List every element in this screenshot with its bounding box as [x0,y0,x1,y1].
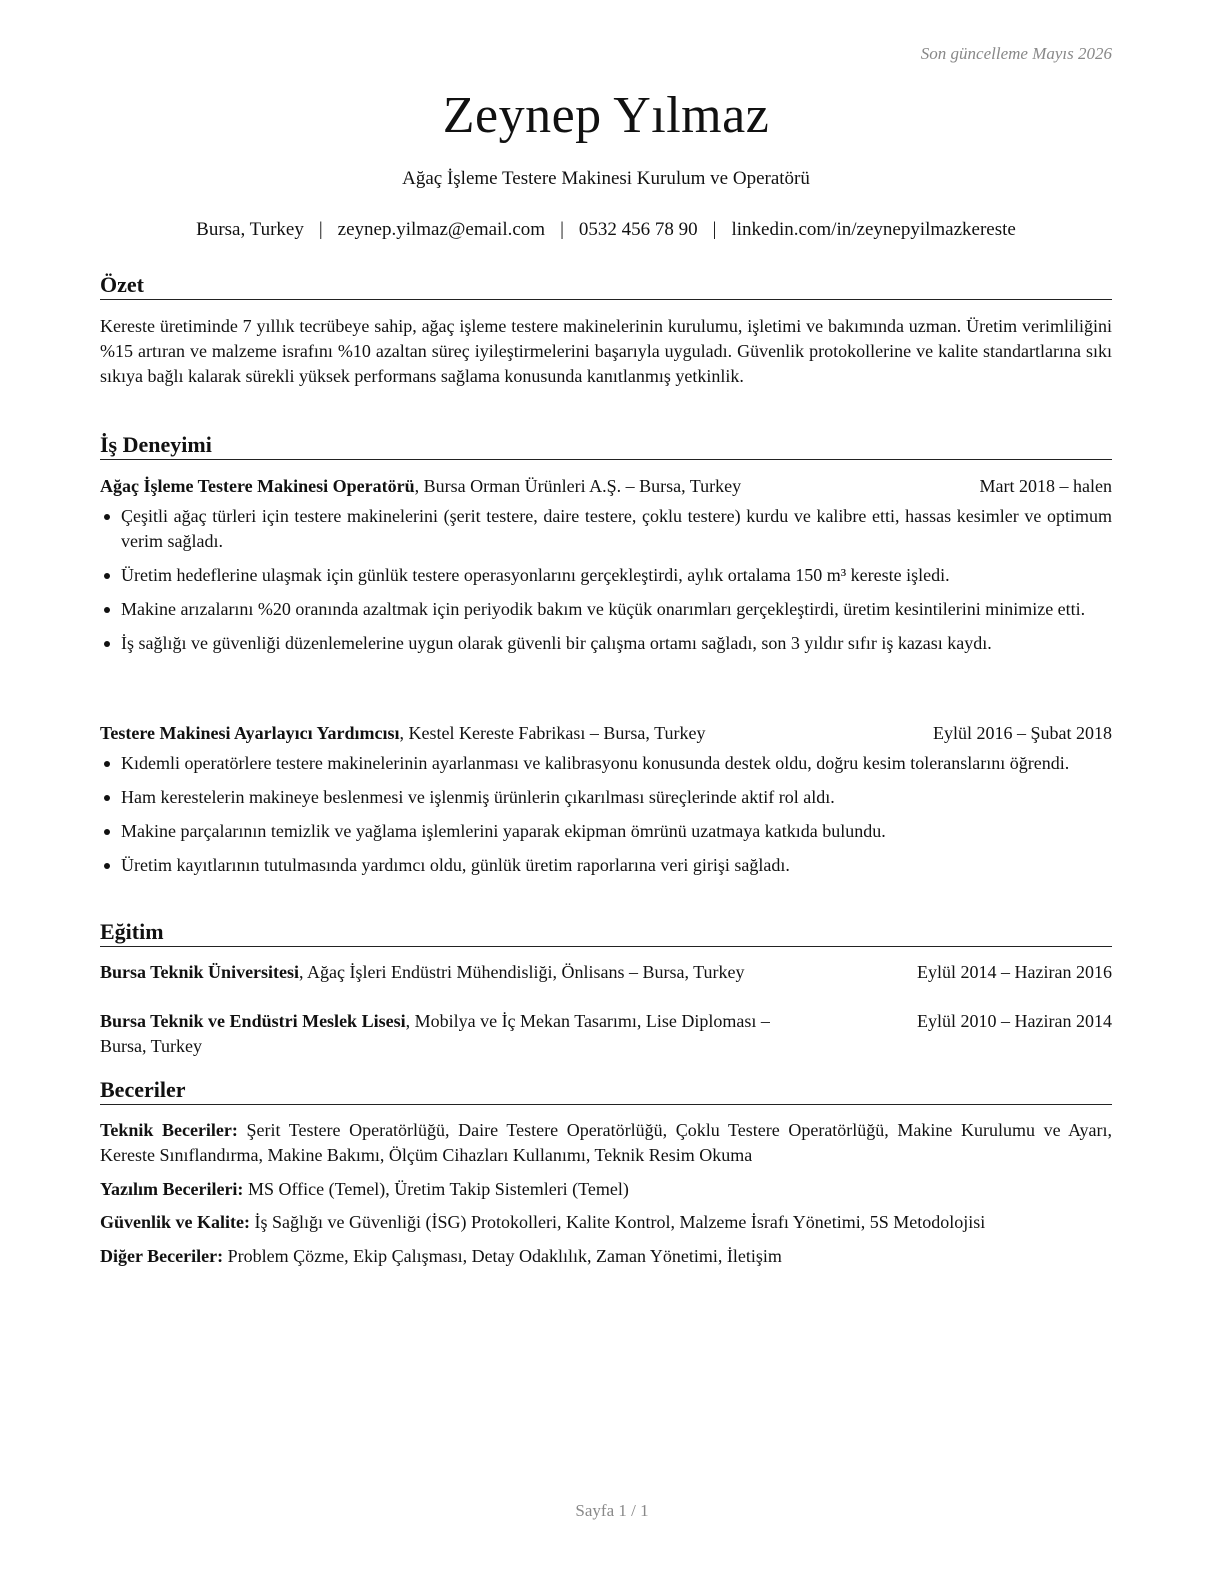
job-headline: Ağaç İşleme Testere Makinesi Kurulum ve Operatörü [402,168,810,189]
section-title-skills: Beceriler [100,1076,1112,1105]
section-title-summary: Özet [100,271,1112,300]
page-number: Sayfa 1 / 1 [575,1501,649,1520]
job-dates: Eylül 2016 – Şubat 2018 [933,723,1112,743]
education-dates: Eylül 2010 – Haziran 2014 [917,1011,1112,1031]
job-bullet: Kıdemli operatörlere testere makinelerinin ayarlanması ve kalibrasyonu konusunda destek oldu, doğru kesim toleranslarını öğrendi. [100,751,1112,776]
job-bullets [100,751,1112,887]
job-bullet: Üretim hedeflerine ulaşmak için günlük testere operasyonlarını gerçekleştirdi, aylık ortalama 150 m³ kereste işledi. [100,563,1112,588]
contact-line [100,219,1112,241]
education-entry [100,1009,1112,1034]
contact-linkedin[interactable]: linkedin.com/in/zeynepyilmazkereste [731,219,1016,240]
skill-value: Problem Çözme, Ekip Çalışması, Detay Odaklılık, Zaman Yönetimi, İletişim [223,1246,782,1266]
last-updated: Son güncelleme Mayıs 2026 [920,44,1112,63]
skill-value: MS Office (Temel), Üretim Takip Sistemleri (Temel) [243,1179,629,1199]
job-title-line [100,474,741,499]
education-school: Bursa Teknik Üniversitesi [100,962,300,982]
job-header [100,721,1112,746]
job-role: Testere Makinesi Ayarlayıcı Yardımcısı [100,723,400,743]
skill-label: Yazılım Becerileri: [100,1179,244,1199]
education-detail: , Mobilya ve İç Mekan Tasarımı, Lise Diploması – [405,1011,770,1031]
job-title-line [100,721,705,746]
contact-separator: | [712,219,717,240]
job-bullet: Çeşitli ağaç türleri için testere makinelerini (şerit testere, daire testere, çoklu testere) kurdu ve kalibre etti, hassas kesimler ve optimum verim sağladı. [100,504,1112,554]
education-school: Bursa Teknik ve Endüstri Meslek Lisesi [100,1011,406,1031]
education-location: Bursa, Turkey [100,1036,203,1056]
job-dates: Mart 2018 – halen [979,476,1112,496]
candidate-name: Zeynep Yılmaz [442,87,770,144]
skill-row [100,1177,1112,1202]
skill-row [100,1210,1112,1235]
job-company: , Kestel Kereste Fabrikası – Bursa, Turkey [399,723,706,743]
skill-row [100,1118,1112,1168]
job-role: Ağaç İşleme Testere Makinesi Operatörü [100,476,415,496]
job-bullet: İş sağlığı ve güvenliği düzenlemelerine uygun olarak güvenli bir çalışma ortamı sağladı, son 3 yıldır sıfır iş kazası kaydı. [100,631,1112,656]
job-header [100,474,1112,499]
job-bullet: Ham kerestelerin makineye beslenmesi ve işlenmiş ürünlerin çıkarılması süreçlerinde aktif rol aldı. [100,785,1112,810]
job-bullet: Makine parçalarının temizlik ve yağlama işlemlerini yaparak ekipman ömrünü uzatmaya katkıda bulundu. [100,819,1112,844]
job-bullet: Üretim kayıtlarının tutulmasında yardımcı oldu, günlük üretim raporlarına veri girişi sağladı. [100,853,1112,878]
education-detail: , Ağaç İşleri Endüstri Mühendisliği, Önlisans – Bursa, Turkey [299,962,745,982]
skill-row [100,1244,1112,1269]
summary-text: Kereste üretiminde 7 yıllık tecrübeye sahip, ağaç işleme testere makinelerinin kurulumu, işletimi ve bakımında uzman. Üretim verimliliğini %15 artıran ve malzeme israfını %10 azaltan süreç iyileştirmelerini başarıyla uyguladı. Güvenlik protokollerine ve kalite standartlarına sıkı sıkıya bağlı kalarak sürekli yüksek performans sağlama konusunda kanıtlanmış yetkinlik. [100,316,1112,386]
job-bullet: Makine arızalarını %20 oranında azaltmak için periyodik bakım ve küçük onarımları gerçekleştirdi, üretim kesintilerini minimize etti. [100,597,1112,622]
job-company: , Bursa Orman Ürünleri A.Ş. – Bursa, Turkey [414,476,742,496]
skill-label: Teknik Beceriler: [100,1120,238,1140]
contact-phone[interactable]: 0532 456 78 90 [578,219,698,240]
skill-value: İş Sağlığı ve Güvenliği (İSG) Protokolleri, Kalite Kontrol, Malzeme İsrafı Yönetimi, 5S Metodolojisi [250,1212,986,1232]
contact-email[interactable]: zeynep.yilmaz@email.com [337,219,546,240]
skill-value: Şerit Testere Operatörlüğü, Daire Testere Operatörlüğü, Çoklu Testere Operatörlüğü, Makine Kurulumu ve Ayarı, Kereste Sınıflandırma, Makine Bakımı, Ölçüm Cihazları Kullanımı, Teknik Resim Okuma [100,1120,1112,1165]
contact-separator: | [318,219,323,240]
education-entry [100,960,1112,985]
job-bullets [100,504,1112,665]
skill-label: Diğer Beceriler: [100,1246,224,1266]
education-title-line [100,960,745,985]
education-dates: Eylül 2014 – Haziran 2016 [917,962,1112,982]
contact-separator: | [560,219,564,240]
section-title-experience: İş Deneyimi [100,431,1112,460]
skill-label: Güvenlik ve Kalite: [100,1212,250,1232]
contact-location: Bursa, Turkey [196,219,304,240]
education-title-line [100,1009,770,1034]
section-title-education: Eğitim [100,918,1112,947]
